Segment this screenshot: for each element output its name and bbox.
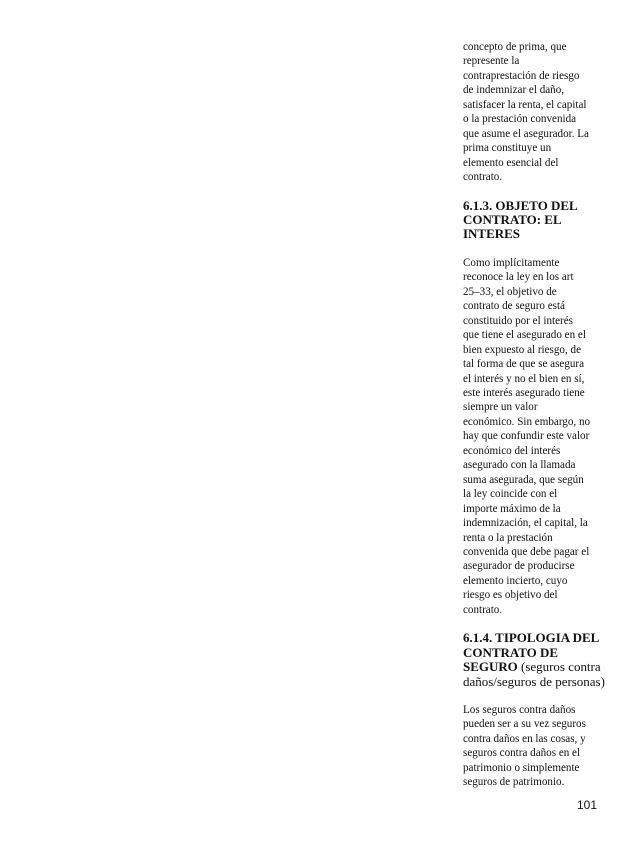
text-line: Como implícitamente: [463, 256, 560, 269]
text-line: satisfacer la renta, el capital: [463, 98, 587, 111]
text-line: contrato de seguro está: [463, 300, 565, 313]
heading-normal-fragment: (seguros contra: [517, 659, 601, 675]
text-line: económico. Sin embargo, no: [463, 415, 591, 428]
heading-line-mixed: [463, 660, 606, 674]
section-heading-tipologia: [463, 631, 606, 689]
heading-subtitle-line: daños/seguros de personas): [463, 673, 605, 689]
paragraph-prima: [463, 40, 606, 185]
text-line: elemento esencial del: [463, 156, 559, 169]
text-line: o la prestación convenida: [463, 113, 577, 126]
text-line: económico del interés: [463, 444, 561, 457]
text-line: el interés y no el bien en sí,: [463, 372, 585, 385]
heading-line: CONTRATO: EL: [463, 211, 562, 227]
text-line: este interés asegurado tiene: [463, 386, 585, 399]
text-line: que tiene el asegurado en el: [463, 329, 586, 342]
text-line: contra daños en las cosas, y: [463, 732, 586, 745]
text-line: indemnización, el capital, la: [463, 517, 588, 530]
text-line: de indemnizar el daño,: [463, 84, 565, 97]
text-line: asegurado con la llamada: [463, 459, 576, 472]
text-line: constituido por el interés: [463, 314, 573, 327]
text-line: Los seguros contra daños: [463, 704, 576, 717]
text-line: que asume el asegurador. La: [463, 127, 589, 140]
heading-bold-fragment: SEGURO: [463, 659, 518, 675]
text-line: convenida que debe pagar el: [463, 545, 590, 558]
text-line: bien expuesto al riesgo, de: [463, 343, 581, 356]
text-line: 25–33, el objetivo de: [463, 285, 557, 298]
text-line: contrato.: [463, 171, 503, 184]
text-line: patrimonio o simplemente: [463, 761, 580, 774]
text-line: siempre un valor: [463, 401, 538, 414]
text-line: renta o la prestación: [463, 531, 553, 544]
paragraph-interes: [463, 256, 606, 617]
text-line: hay que confundir este valor: [463, 430, 590, 443]
text-line: reconoce la ley en los art: [463, 271, 574, 284]
text-line: seguros de patrimonio.: [463, 776, 565, 789]
text-line: riesgo es objetivo del: [463, 589, 558, 602]
heading-line: 6.1.3. OBJETO DEL: [463, 197, 578, 213]
text-line: prima constituye un: [463, 142, 552, 155]
text-line: asegurador de producirse: [463, 560, 575, 573]
section-heading-objeto: [463, 199, 606, 242]
text-line: suma asegurada, que según: [463, 473, 584, 486]
paragraph-seguros-danos: [463, 703, 606, 790]
text-line: la ley coincide con el: [463, 488, 558, 501]
text-line: contraprestación de riesgo: [463, 69, 580, 82]
text-column: [463, 40, 606, 790]
text-line: elemento incierto, cuyo: [463, 574, 568, 587]
text-line: concepto de prima, que: [463, 41, 567, 53]
page-number: 101: [577, 798, 598, 812]
text-line: seguros contra daños en el: [463, 747, 581, 760]
text-line: represente la: [463, 55, 520, 68]
text-line: pueden ser a su vez seguros: [463, 718, 586, 731]
heading-line: 6.1.4. TIPOLOGIA DEL: [463, 630, 600, 646]
text-line: contrato.: [463, 603, 503, 616]
text-line: importe máximo de la: [463, 502, 561, 515]
text-line: tal forma de que se asegura: [463, 358, 585, 371]
heading-line: INTERES: [463, 226, 520, 242]
heading-line: CONTRATO DE: [463, 644, 558, 660]
